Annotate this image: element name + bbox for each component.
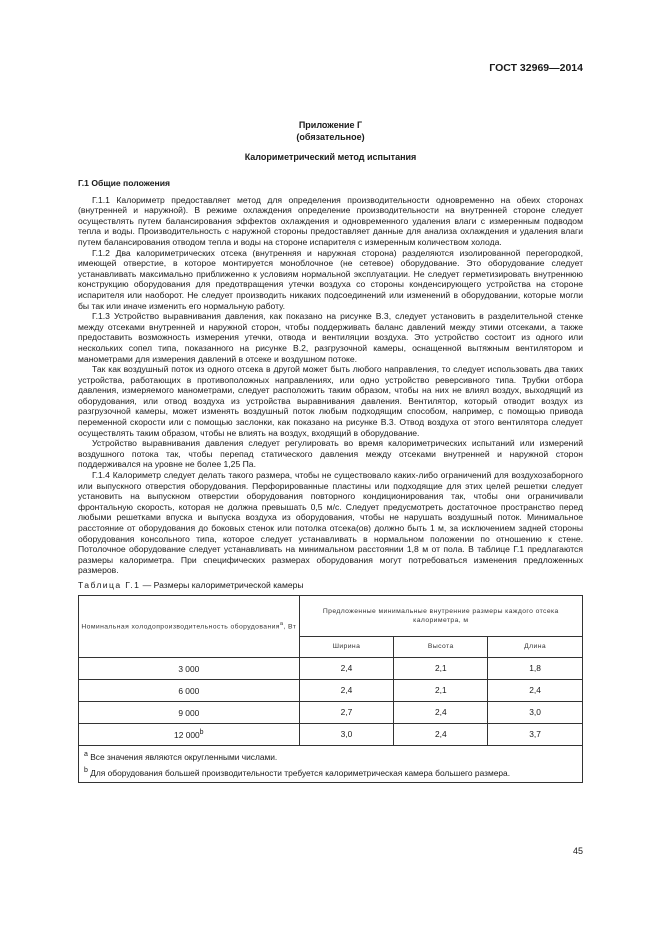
calorimeter-dimensions-table	[78, 595, 583, 783]
capacity-cell	[79, 679, 300, 701]
main-title: Калориметрический метод испытания	[244, 152, 417, 162]
header-capacity	[79, 595, 300, 657]
table-caption-text: — Размеры калориметрической камеры	[140, 579, 304, 590]
section-heading: Г.1 Общие положения	[78, 178, 170, 188]
appendix-title: Приложение Г	[298, 120, 363, 130]
footnote-a-mark: а	[84, 751, 88, 759]
header-capacity-footnote-mark: а	[279, 621, 284, 628]
appendix-subtitle: (обязательное)	[296, 132, 365, 142]
capacity-value: 12 000	[174, 729, 200, 740]
length-cell: 1,8	[488, 657, 583, 679]
paragraph-pressure: Устройство выравнивания давления следует регулировать во время калориметрических испытаний или измерений воздушного потока так, чтобы перепад статического давления между отсеками внутренней и наружной сторон поддерживался на уровне не более 1,25 Па.	[78, 438, 583, 470]
header-dimensions-group: Предложенные минимальные внутренние размеры каждого отсека калориметра, м	[299, 595, 582, 636]
capacity-value: 3 000	[178, 663, 200, 674]
capacity-value: 9 000	[178, 707, 200, 718]
width-cell: 3,0	[299, 723, 394, 745]
capacity-cell	[79, 701, 300, 723]
length-cell: 2,4	[488, 679, 583, 701]
footnote-b-text: Для оборудования большей производительности требуется калориметрическая камера большего размера.	[87, 768, 511, 779]
table-caption-label: Таблица Г.1	[78, 579, 141, 590]
table-footnote-b	[79, 764, 583, 783]
capacity-value: 6 000	[178, 685, 200, 696]
width-cell: 2,7	[299, 701, 394, 723]
header-width: Ширина	[299, 636, 394, 657]
table-row	[79, 723, 583, 745]
capacity-footnote-mark: b	[199, 728, 204, 736]
footnote-a-text: Все значения являются округленными числами.	[87, 751, 278, 762]
paragraph-g14: Г.1.4 Калориметр следует делать такого размера, чтобы не существовало каких-либо ограничений для воздухозаборного или выпускного отверстия оборудования. Перфорированные пластины или подходящие для этих целей решетки следует установить на выпускном отверстии оборудования повторного кондиционирования так, чтобы они ограничивали фронтальную скорость, которая не должна превышать 0,5 м/с. Следует предусмотреть достаточное пространство перед любыми решетками впуска и выпуска воздуха из оборудования, чтобы не нарушать воздушный поток. Минимальное расстояние от оборудования до боковых стенок или потолка отсека(ов) должно быть 1 м, за исключением задней стороны оборудования консольного типа, которое следует устанавливать в нормальном положении по отношению к стене. Потолочное оборудование следует устанавливать на минимальном расстоянии 1,8 м от пола. В таблице Г.1 предлагаются размеры калориметра. При специфических размерах оборудования могут потребоваться изменения предложенных размеров.	[78, 470, 583, 576]
length-cell: 3,7	[488, 723, 583, 745]
width-cell: 2,4	[299, 679, 394, 701]
capacity-cell	[79, 657, 300, 679]
paragraph-g12: Г.1.2 Два калориметрических отсека (внутренняя и наружная сторона) разделяются изолированной перегородкой, имеющей отверстие, в которое монтируется моноблочное (не сетевое) оборудование. Это оборудование следует устанавливать максимально приближенно к условиям нормальной эксплуатации. Не следует герметизировать внутреннюю конструкцию оборудования для предотвращения утечки воздуха со стороны конденсирующего устройства на стороне испарителя или наоборот. Не следует производить никаких подсоединений или изменений в оборудовании, которые могли бы так или иначе изменить его нормальную работу.	[78, 247, 583, 311]
paragraph-g11: Г.1.1 Калориметр предоставляет метод для определения производительности одновременно на обеих сторонах (внутренней и наружной). В режиме охлаждения определение производительности на внутренней стороне следует осуществлять путем балансирования эффектов охлаждения и одновременного удаления влаги с измеренным подводом тепла и воды. Производительность с наружной стороны предоставляет данные для анализа охлаждения и удаления влаги путем балансирования отводом тепла и воды на стороне испарителя с измеренным количеством холода.	[78, 194, 583, 247]
length-cell: 3,0	[488, 701, 583, 723]
table-caption	[78, 580, 583, 591]
standard-number: ГОСТ 32969—2014	[489, 62, 583, 74]
table-row	[79, 701, 583, 723]
width-cell: 2,4	[299, 657, 394, 679]
table-row	[79, 657, 583, 679]
table-row	[79, 679, 583, 701]
height-cell: 2,1	[394, 657, 488, 679]
height-cell: 2,1	[394, 679, 488, 701]
header-height: Высота	[394, 636, 488, 657]
footnote-b-mark: b	[84, 767, 88, 775]
header-capacity-unit: , Вт	[283, 623, 297, 631]
header-capacity-text: Номинальная холодопроизводительность оборудования	[81, 623, 280, 631]
document-body	[78, 178, 583, 783]
paragraph-g13: Г.1.3 Устройство выравнивания давления, как показано на рисунке В.3, следует установить в разделительной стенке между отсеками внутренней и наружной сторон, чтобы поддерживать баланс давлений между этими отсеками, а также предоставить возможность измерения утечки, отвода и вентиляции воздуха. Это устройство состоит из одного или нескольких сопел типа, показанного на рисунке В.2, разгрузочной камеры, оснащенной вытяжным вентилятором и манометрами для измерения давлений в отсеке и воздушном потоке.	[78, 311, 583, 364]
page-number: 45	[572, 846, 583, 856]
header-length: Длина	[488, 636, 583, 657]
capacity-cell	[79, 723, 300, 745]
height-cell: 2,4	[394, 701, 488, 723]
height-cell: 2,4	[394, 723, 488, 745]
table-footnote-a	[79, 745, 583, 764]
paragraph-airflow: Так как воздушный поток из одного отсека в другой может быть любого направления, то следует использовать два таких устройства, работающих в противоположных направлениях, или одно устройство реверсивного типа. Трубки отбора давления, измеряемого манометрами, следует расположить таким образом, чтобы на них не влиял воздух, выходящий из оборудования, или отвод воздуха из устройства выравнивания давления. Вентилятор, который отводит воздух из разгрузочной камеры, может изменять воздушный поток любым подходящим способом, например, с помощью привода переменной скорости или с помощью заслонки, как показано на рисунке В.3. Отвод воздуха от этого вентилятора следует осуществлять таким образом, чтобы не влиять на воздух, входящий в оборудование.	[78, 364, 583, 438]
